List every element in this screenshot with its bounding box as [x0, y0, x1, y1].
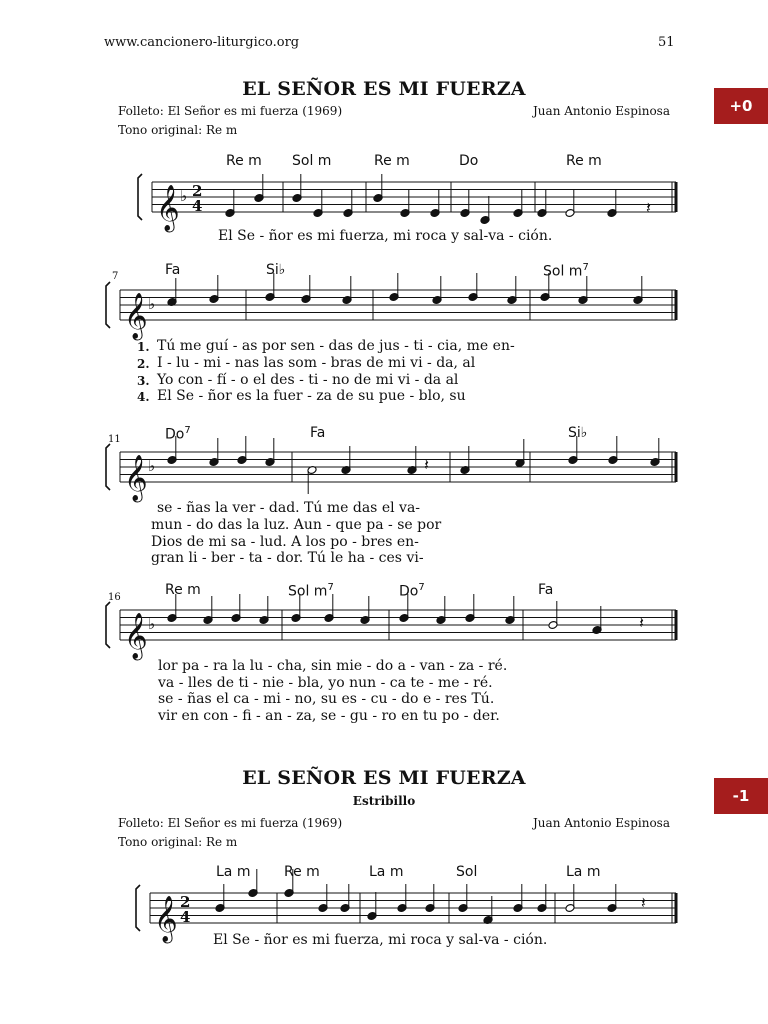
key-flat: ♭: [148, 295, 156, 313]
original-key: Tono original: Re m: [118, 835, 238, 849]
page-number: 51: [658, 35, 675, 50]
verse-number: 1.: [137, 340, 150, 354]
author: Juan Antonio Espinosa: [533, 104, 670, 118]
chord: Sol m: [292, 153, 332, 169]
verse-number: 3.: [137, 374, 150, 388]
verse-line: se - ñas la ver - dad. Tú me das el va-: [157, 500, 421, 516]
chord: La m: [216, 864, 251, 880]
verse-number: 2.: [137, 357, 150, 371]
chord: Fa: [538, 582, 554, 598]
chord: Si♭: [568, 425, 588, 441]
bracket: [136, 885, 140, 931]
chord: Sol $m^7$: [543, 262, 589, 280]
chord: Re m: [566, 153, 602, 169]
song-subtitle: Estribillo: [352, 794, 416, 808]
chord: Do$^7$: [399, 582, 425, 600]
verse-number: 4.: [137, 390, 150, 404]
chord: Si♭: [266, 262, 286, 278]
treble-clef: 𝄞: [124, 293, 148, 339]
measure-number: 11: [108, 434, 121, 445]
key-flat: ♭: [180, 187, 188, 205]
author: Juan Antonio Espinosa: [533, 816, 670, 830]
song-title: EL SEÑOR ES MI FUERZA: [242, 767, 526, 789]
folleto-info: Folleto: El Señor es mi fuerza (1969): [118, 816, 343, 830]
verse-line: El Se - ñor es la fuer - za de su pue - blo, su: [157, 388, 466, 404]
folleto-info: Folleto: El Señor es mi fuerza (1969): [118, 104, 343, 118]
quarter-rest: 𝄽: [639, 613, 644, 632]
chord: Fa: [165, 262, 181, 278]
chord: La m: [566, 864, 601, 880]
quarter-rest: 𝄽: [424, 455, 429, 474]
verse-line: vir en con - fi - an - za, se - gu - ro en tu po - der.: [158, 708, 500, 724]
chord: Do: [459, 153, 479, 169]
refrain-lyric: El Se - ñor es mi fuerza, mi roca y sal-va - ción.: [218, 228, 553, 244]
transpose-badge[interactable]: +0: [714, 88, 768, 124]
verse-line: Dios de mi sa - lud. A los po - bres en-: [151, 534, 419, 550]
chord: Sol: [456, 864, 478, 880]
treble-clef: 𝄞: [124, 455, 148, 501]
time-signature: 2: [192, 182, 203, 200]
bracket: [106, 602, 110, 648]
song-title: EL SEÑOR ES MI FUERZA: [242, 78, 526, 100]
treble-clef: 𝄞: [156, 185, 180, 231]
site-url[interactable]: www.cancionero-liturgico.org: [104, 35, 300, 50]
chord: Re m: [165, 582, 201, 598]
verse-line: se - ñas el ca - mi - no, su es - cu - do e - res Tú.: [158, 691, 495, 707]
bracket: [106, 444, 110, 490]
chord: Re m: [284, 864, 320, 880]
time-signature: 4: [192, 197, 203, 215]
verse-line: I - lu - mi - nas las som - bras de mi vi - da, al: [157, 355, 476, 371]
transpose-badge[interactable]: -1: [714, 778, 768, 814]
verse-line: Yo con - fí - o el des - ti - no de mi vi - da al: [157, 372, 459, 388]
treble-clef: 𝄞: [124, 613, 148, 659]
treble-clef: 𝄞: [154, 896, 178, 942]
verse-line: mun - do das la luz. Aun - que pa - se por: [151, 517, 442, 533]
measure-number: 16: [108, 592, 121, 603]
verse-line: lor pa - ra la lu - cha, sin mie - do a - van - za - ré.: [158, 658, 508, 674]
bracket: [106, 282, 110, 328]
chord: Fa: [310, 425, 326, 441]
measure-number: 7: [112, 271, 119, 282]
verse-line: va - lles de ti - nie - bla, yo nun - ca te - me - ré.: [158, 675, 493, 691]
chord: Sol $m^7$: [288, 582, 334, 600]
chord: Do$^7$: [165, 425, 191, 443]
quarter-rest: 𝄽: [641, 893, 646, 912]
verse-line: gran li - ber - ta - dor. Tú le ha - ces vi-: [151, 550, 424, 566]
quarter-rest: 𝄽: [646, 198, 651, 217]
time-signature: 4: [180, 908, 191, 926]
chord: Re m: [374, 153, 410, 169]
key-flat: ♭: [148, 457, 156, 475]
chord: La m: [369, 864, 404, 880]
chord: Re m: [226, 153, 262, 169]
time-signature: 2: [180, 893, 191, 911]
key-flat: ♭: [148, 615, 156, 633]
verse-line: Tú me guí - as por sen - das de jus - ti - cia, me en-: [157, 338, 515, 354]
bracket: [138, 174, 142, 220]
refrain-lyric: El Se - ñor es mi fuerza, mi roca y sal-va - ción.: [213, 932, 548, 948]
original-key: Tono original: Re m: [118, 123, 238, 137]
